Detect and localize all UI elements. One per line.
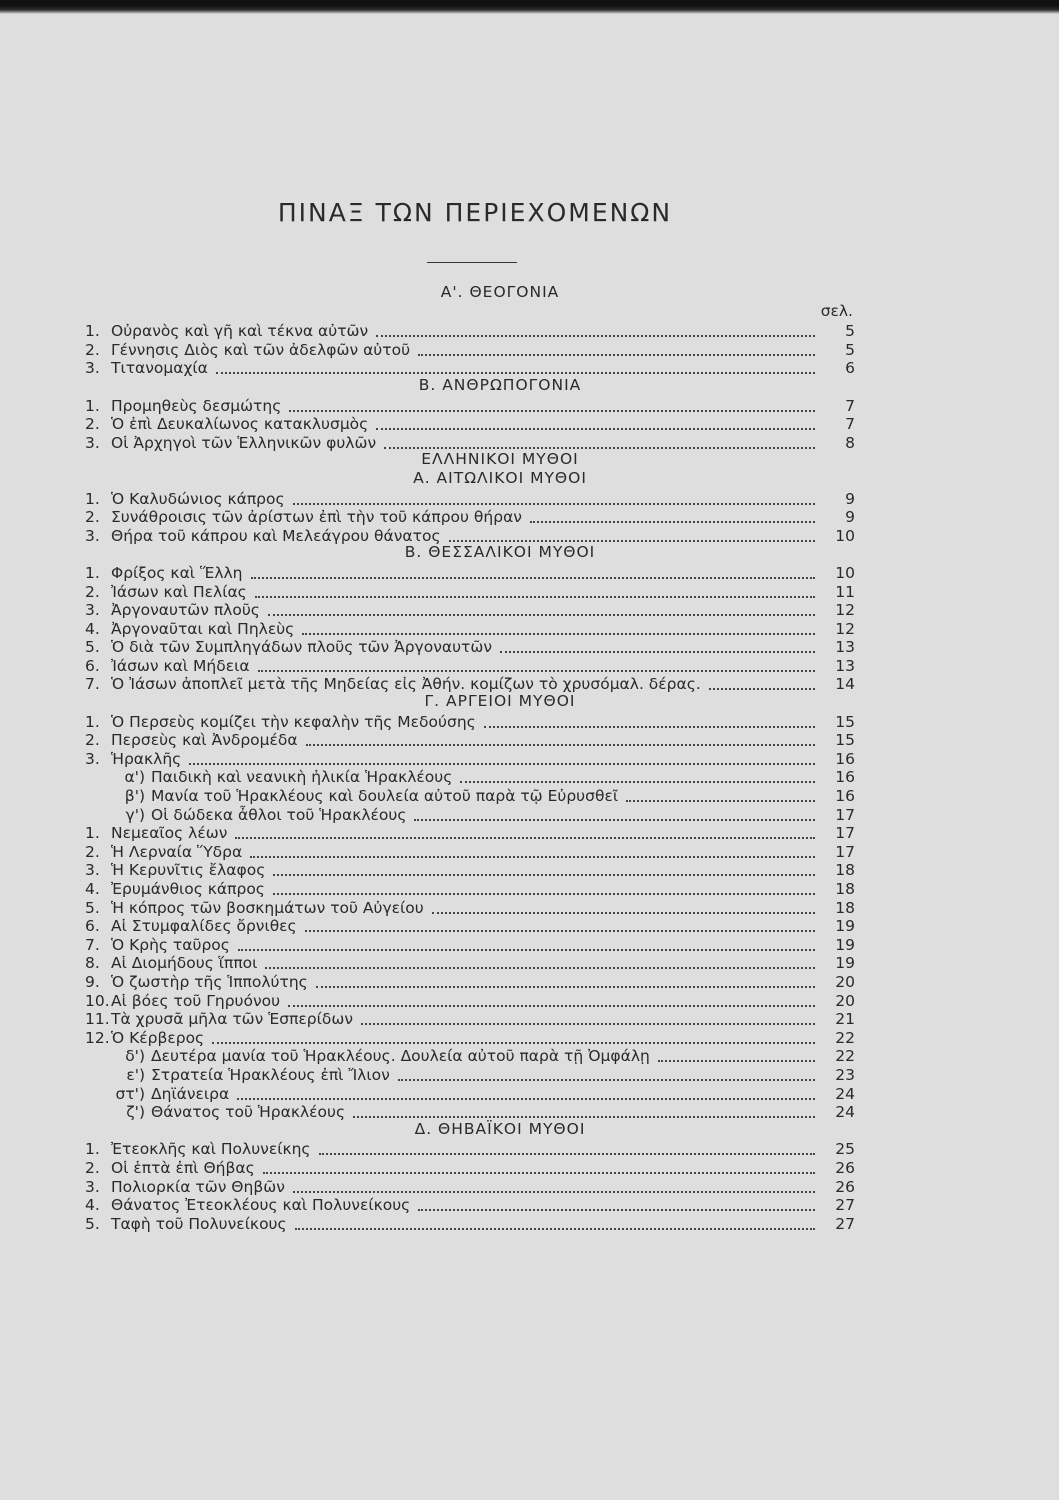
dot-leader — [293, 1177, 815, 1193]
dot-leader — [235, 823, 815, 839]
toc-entry — [85, 1176, 855, 1195]
page-column-label: σελ. — [820, 301, 853, 320]
entry-number: 2. — [85, 340, 100, 359]
entry-title: Οὐρανὸς καὶ γῆ καὶ τέκνα αὐτῶν — [111, 322, 369, 341]
entry-page-number: 19 — [835, 954, 855, 973]
dot-leader — [212, 1028, 815, 1044]
toc-entry — [85, 766, 855, 785]
entry-page-number: 24 — [835, 1084, 855, 1103]
entry-page-number: 18 — [835, 880, 855, 898]
dot-leader — [384, 433, 815, 449]
dot-leader — [414, 805, 815, 821]
entry-number: 4. — [85, 1196, 100, 1215]
entry-page-number: 20 — [835, 972, 855, 991]
entry-page-number: 23 — [835, 1065, 855, 1084]
entry-number: 5. — [85, 1214, 100, 1233]
entry-title: Ὁ διὰ τῶν Συμπληγάδων πλοῦς τῶν Ἀργοναυτῶν — [111, 638, 493, 657]
entry-page-number: 18 — [835, 861, 855, 880]
entry-number: 5. — [85, 898, 100, 917]
toc-entry — [85, 1213, 855, 1232]
entry-number: 2. — [85, 582, 100, 601]
toc-entry — [85, 897, 855, 916]
dot-leader — [302, 619, 815, 635]
toc-entry — [85, 990, 855, 1009]
toc-entry — [85, 971, 855, 990]
entry-title: Οἱ Ἀρχηγοὶ τῶν Ἑλληνικῶν φυλῶν — [111, 433, 377, 452]
toc-entry — [85, 432, 855, 451]
entry-title: Ἰάσων καὶ Μήδεια — [111, 656, 250, 675]
entry-number: β') — [124, 787, 145, 806]
dot-leader — [238, 935, 815, 951]
entry-title: Ὁ Περσεὺς κομίζει τὴν κεφαλὴν τῆς Μεδούσης — [111, 712, 476, 731]
toc-entry — [85, 413, 855, 432]
entry-page-number: 7 — [845, 415, 855, 434]
entry-number: 4. — [85, 619, 100, 638]
dot-leader — [418, 1195, 815, 1211]
table-of-contents — [85, 283, 855, 1231]
toc-entry — [85, 878, 855, 897]
entry-page-number: 16 — [835, 768, 855, 787]
entry-number: δ') — [125, 1047, 145, 1066]
dot-leader — [305, 916, 815, 932]
entry-number: 3. — [85, 526, 100, 545]
entry-number: 1. — [85, 322, 100, 341]
entry-page-number: 22 — [835, 1047, 855, 1066]
entry-title: Προμηθεὺς δεσμώτης — [111, 396, 282, 415]
entry-page-number: 21 — [835, 1010, 855, 1029]
entry-title: Ὁ Κέρβερος — [111, 1028, 205, 1047]
entry-title: Ἐρυμάνθιος κάπρος — [111, 880, 265, 898]
entry-title: Οἱ δώδεκα ἆθλοι τοῦ Ἡρακλέους — [151, 805, 407, 824]
entry-title: Μανία τοῦ Ἡρακλέους καὶ δουλεία αὐτοῦ παρὰ τῷ Εὐρυσθεῖ — [151, 787, 619, 806]
dot-leader — [289, 396, 815, 412]
entry-number: 4. — [85, 880, 100, 898]
dot-leader — [251, 563, 815, 579]
dot-leader — [216, 358, 815, 374]
entry-title: Περσεὺς καὶ Ἀνδρομέδα — [111, 731, 298, 750]
toc-entry — [85, 488, 855, 507]
entry-title: Δηϊάνειρα — [151, 1084, 230, 1103]
entry-number: 1. — [85, 712, 100, 731]
entry-title: Στρατεία Ἡρακλέους ἐπὶ Ἴλιον — [151, 1065, 390, 1084]
toc-entry — [85, 525, 855, 544]
section-heading: Β. ΘΕΣΣΑΛΙΚΟΙ ΜΥΘΟΙ — [404, 543, 596, 562]
entry-title: Ὁ Κρὴς ταῦρος — [111, 935, 230, 954]
entry-number: 7. — [85, 935, 100, 954]
dot-leader — [306, 730, 815, 746]
toc-entry — [85, 729, 855, 748]
dot-leader — [255, 582, 815, 598]
section-heading: ΕΛΛΗΝΙΚΟΙ ΜΥΘΟΙ — [421, 450, 579, 469]
entry-title: Ἡ κόπρος τῶν βοσκημάτων τοῦ Αὐγείου — [111, 898, 424, 917]
entry-title: Ὁ Ἰάσων ἀποπλεῖ μετὰ τῆς Μηδείας εἰς Ἀθήν. κομίζων τὸ χρυσόμαλ. δέρας. — [111, 675, 701, 694]
toc-entry — [85, 562, 855, 581]
entry-number: 2. — [85, 508, 100, 527]
entry-title: Ὁ ζωστὴρ τῆς Ἱππολύτης — [111, 972, 308, 991]
entry-number: 1. — [85, 489, 100, 508]
entry-title: Δευτέρα μανία τοῦ Ἡρακλέους. Δουλεία αὐτοῦ παρὰ τῇ Ὀμφάλῃ — [151, 1047, 650, 1066]
entry-page-number: 26 — [835, 1177, 855, 1196]
dot-leader — [353, 1102, 815, 1118]
dot-leader — [500, 637, 815, 653]
toc-entry — [85, 785, 855, 804]
entry-title: Αἱ Στυμφαλίδες ὄρνιθες — [111, 917, 297, 936]
toc-entry — [85, 1045, 855, 1064]
entry-title: Πολιορκία τῶν Θηβῶν — [111, 1177, 285, 1196]
entry-title: Νεμεαῖος λέων — [111, 824, 228, 843]
entry-title: Ἐτεοκλῆς καὶ Πολυνείκης — [111, 1140, 311, 1159]
entry-title: Θάνατος τοῦ Ἡρακλέους — [151, 1103, 346, 1122]
entry-title: Ἡ Κερυνῖτις ἔλαφος — [111, 861, 266, 880]
dot-leader — [189, 749, 815, 765]
toc-entry — [85, 655, 855, 674]
entry-number: 12. — [85, 1028, 110, 1047]
page-title: ΠΙΝΑΞ ΤΩΝ ΠΕΡΙΕΧΟΜΕΝΩΝ — [277, 198, 673, 227]
entry-page-number: 10 — [835, 526, 855, 545]
entry-number: ε') — [126, 1065, 145, 1084]
dot-leader — [460, 767, 815, 783]
toc-entry — [85, 1101, 855, 1120]
dot-leader — [658, 1046, 815, 1062]
entry-page-number: 26 — [835, 1158, 855, 1177]
entry-page-number: 6 — [845, 359, 855, 378]
entry-page-number: 27 — [835, 1214, 855, 1233]
entry-number: 3. — [85, 1177, 100, 1196]
entry-page-number: 5 — [845, 340, 855, 359]
toc-entry — [85, 636, 855, 655]
entry-number: 3. — [85, 601, 100, 620]
dot-leader — [376, 321, 815, 337]
dot-leader — [258, 656, 815, 672]
entry-number: 1. — [85, 1140, 100, 1159]
dot-leader — [250, 842, 815, 858]
entry-title: Οἱ ἑπτὰ ἐπὶ Θήβας — [111, 1158, 255, 1177]
entry-page-number: 17 — [835, 805, 855, 824]
dot-leader — [432, 898, 815, 914]
toc-entry — [85, 1194, 855, 1213]
toc-entry — [85, 339, 855, 358]
dot-leader — [263, 1158, 815, 1174]
entry-page-number: 11 — [835, 582, 855, 601]
entry-title: Τιτανομαχία — [111, 359, 208, 378]
dot-leader — [273, 879, 815, 895]
entry-page-number: 9 — [845, 489, 855, 508]
dot-leader — [376, 414, 815, 430]
dot-leader — [398, 1065, 815, 1081]
toc-entry — [85, 952, 855, 971]
toc-entry — [85, 1083, 855, 1102]
dot-leader — [530, 507, 815, 523]
entry-number: α') — [124, 768, 145, 787]
dot-leader — [293, 489, 815, 505]
entry-page-number: 20 — [835, 991, 855, 1010]
toc-entry — [85, 506, 855, 525]
entry-number: 8. — [85, 954, 100, 973]
dot-leader — [418, 340, 815, 356]
toc-entry — [85, 581, 855, 600]
dot-leader — [484, 712, 815, 728]
dot-leader — [626, 786, 815, 802]
dot-leader — [449, 526, 815, 542]
entry-page-number: 16 — [835, 787, 855, 806]
entry-title: Ἡρακλῆς — [111, 749, 182, 768]
entry-number: 2. — [85, 415, 100, 434]
toc-entry — [85, 1008, 855, 1027]
entry-title: Θάνατος Ἐτεοκλέους καὶ Πολυνείκους — [111, 1196, 411, 1215]
toc-entry — [85, 804, 855, 823]
entry-number: 3. — [85, 359, 100, 378]
section-heading: Β. ΑΝΘΡΩΠΟΓΟΝΙΑ — [418, 375, 582, 394]
toc-entry — [85, 1027, 855, 1046]
toc-entry — [85, 822, 855, 841]
dot-leader — [295, 1214, 815, 1230]
dot-leader — [237, 1084, 815, 1100]
section-heading: Α. ΑΙΤΩΛΙΚΟΙ ΜΥΘΟΙ — [413, 468, 587, 487]
toc-entry — [85, 618, 855, 637]
entry-title: Θήρα τοῦ κάπρου καὶ Μελεάγρου θάνατος — [111, 526, 441, 545]
section-heading: Α'. ΘΕΟΓΟΝΙΑ — [440, 283, 560, 301]
toc-entry — [85, 395, 855, 414]
toc-entry — [85, 841, 855, 860]
entry-title: Ἰάσων καὶ Πελίας — [111, 582, 247, 601]
entry-title: Ἡ Λερναία Ὕδρα — [111, 842, 243, 861]
entry-page-number: 5 — [845, 322, 855, 341]
entry-number: 2. — [85, 842, 100, 861]
entry-number: 10. — [85, 991, 110, 1010]
dot-leader — [273, 860, 815, 876]
entry-title: Ταφὴ τοῦ Πολυνείκους — [111, 1214, 287, 1233]
entry-page-number: 17 — [835, 824, 855, 843]
entry-page-number: 12 — [835, 619, 855, 638]
entry-page-number: 10 — [835, 563, 855, 582]
toc-entry — [85, 1157, 855, 1176]
dot-leader — [268, 600, 815, 616]
entry-page-number: 18 — [835, 898, 855, 917]
toc-entry — [85, 357, 855, 376]
toc-entry — [85, 934, 855, 953]
entry-page-number: 19 — [835, 935, 855, 954]
entry-number: 5. — [85, 638, 100, 657]
entry-page-number: 19 — [835, 917, 855, 936]
entry-title: Ὁ Καλυδώνιος κάπρος — [111, 489, 285, 508]
entry-number: 3. — [85, 749, 100, 768]
title-divider — [427, 262, 517, 263]
toc-entry — [85, 859, 855, 878]
entry-title: Παιδικὴ καὶ νεανικὴ ἡλικία Ἡρακλέους — [151, 768, 453, 787]
entry-title: Συνάθροισις τῶν ἀρίστων ἐπὶ τὴν τοῦ κάπρου θήραν — [111, 508, 522, 527]
entry-number: 7. — [85, 675, 100, 694]
entry-number: ζ') — [126, 1103, 145, 1122]
scan-top-edge — [0, 0, 1059, 14]
dot-leader — [316, 972, 815, 988]
entry-title: Γέννησις Διὸς καὶ τῶν ἀδελφῶν αὐτοῦ — [111, 340, 411, 359]
entry-title: Αἱ Διομήδους ἵπποι — [111, 954, 258, 973]
entry-page-number: 22 — [835, 1028, 855, 1047]
dot-leader — [319, 1139, 815, 1155]
entry-page-number: 25 — [835, 1140, 855, 1159]
section-heading: Γ. ΑΡΓΕΙΟΙ ΜΥΘΟΙ — [424, 692, 576, 711]
entry-title: Αἱ βόες τοῦ Γηρυόνου — [111, 991, 281, 1010]
entry-number: 1. — [85, 824, 100, 843]
dot-leader — [361, 1009, 815, 1025]
entry-page-number: 15 — [835, 712, 855, 731]
section-heading: Δ. ΘΗΒΑΪΚΟΙ ΜΥΘΟΙ — [414, 1119, 586, 1138]
entry-page-number: 7 — [845, 396, 855, 415]
toc-entry — [85, 1138, 855, 1157]
entry-number: 2. — [85, 731, 100, 750]
toc-entry — [85, 748, 855, 767]
entry-title: Φρίξος καὶ Ἕλλη — [111, 563, 243, 582]
toc-entry — [85, 673, 855, 692]
entry-number: 6. — [85, 917, 100, 936]
entry-number: 3. — [85, 861, 100, 880]
toc-entry — [85, 915, 855, 934]
toc-entry — [85, 1064, 855, 1083]
dot-leader — [265, 953, 815, 969]
entry-page-number: 24 — [835, 1103, 855, 1122]
entry-page-number: 8 — [845, 433, 855, 452]
entry-number: 6. — [85, 656, 100, 675]
entry-page-number: 13 — [835, 638, 855, 657]
entry-page-number: 13 — [835, 656, 855, 675]
entry-number: 2. — [85, 1158, 100, 1177]
entry-number: 9. — [85, 972, 100, 991]
entry-page-number: 27 — [835, 1196, 855, 1215]
entry-number: 3. — [85, 433, 100, 452]
entry-title: Ἀργοναυτῶν πλοῦς — [111, 601, 260, 620]
entry-title: Ἀργοναῦται καὶ Πηλεὺς — [111, 619, 295, 638]
entry-number: γ') — [125, 805, 145, 824]
entry-title: Ὁ ἐπὶ Δευκαλίωνος κατακλυσμὸς — [111, 415, 369, 434]
entry-page-number: 14 — [835, 675, 855, 694]
entry-title: Τὰ χρυσᾶ μῆλα τῶν Ἑσπερίδων — [111, 1010, 353, 1029]
entry-number: στ') — [115, 1084, 145, 1103]
dot-leader — [709, 674, 815, 690]
entry-number: 1. — [85, 396, 100, 415]
entry-page-number: 16 — [835, 749, 855, 768]
entry-number: 11. — [85, 1010, 110, 1029]
toc-entry — [85, 320, 855, 339]
toc-entry — [85, 711, 855, 730]
entry-page-number: 17 — [835, 842, 855, 861]
entry-page-number: 12 — [835, 601, 855, 620]
dot-leader — [288, 991, 815, 1007]
toc-entry — [85, 599, 855, 618]
entry-page-number: 9 — [845, 508, 855, 527]
entry-number: 1. — [85, 563, 100, 582]
entry-page-number: 15 — [835, 731, 855, 750]
